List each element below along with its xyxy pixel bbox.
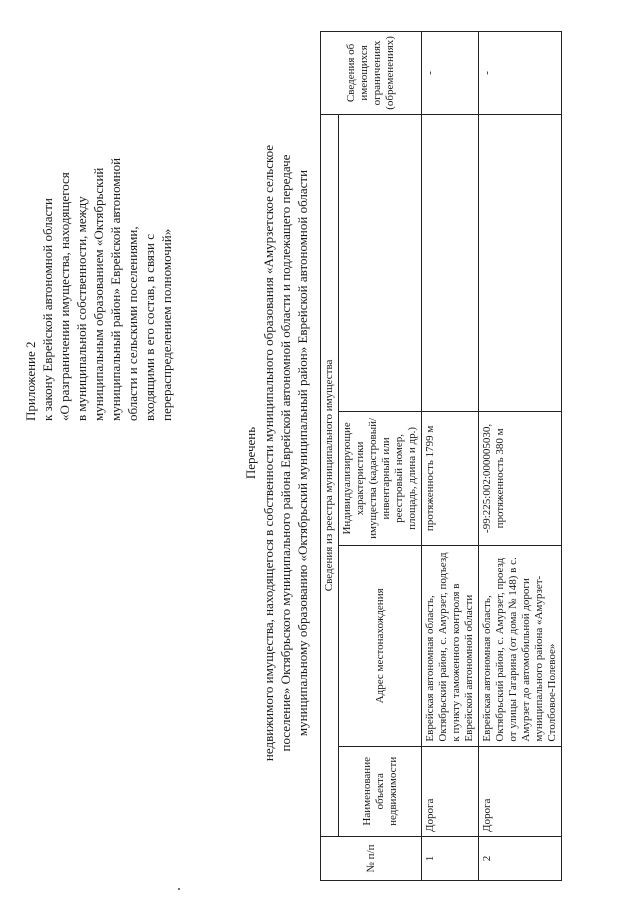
title-line: недвижимого имущества, находящегося в собственности муниципального образования «Амурзетское сельское	[261, 144, 276, 762]
property-register-table	[320, 31, 562, 881]
appendix-line: входящими в его состав, в связи с	[142, 233, 157, 421]
header-characteristics: Индивидуализирующие характеристики имущества (кадастровый/инвентарный или реестровый номер, площадь, длина и др.)	[339, 411, 422, 545]
cell-name: Дорога	[422, 746, 479, 836]
table-header-row	[321, 32, 339, 881]
appendix-line: перераспределением полномочий»	[159, 228, 174, 421]
header-group: Сведения из реестра муниципального имущества	[321, 114, 339, 836]
appendix-line: муниципальным образованием «Октябрьский	[91, 167, 106, 421]
appendix-block	[22, 1, 175, 421]
cell-num: 1	[422, 837, 479, 881]
cell-address: Еврейская автономная область, Октябрьский район, с. Амурзет, подъезд к пункту таможенного контроля в Еврейской автономной области	[422, 546, 479, 746]
cell-characteristics: -99:225:002:000005030, протяженность 380 м	[479, 411, 562, 545]
table-subheader-row	[339, 32, 422, 881]
header-num: № п/п	[321, 837, 422, 881]
header-name: Наименование объекта недвижимости	[339, 746, 422, 836]
document-title	[242, 13, 311, 893]
title-line: поселение» Октябрьского муниципального района Еврейской автономной области и подлежащего передаче	[278, 154, 293, 752]
header-address: Адрес местонахождения	[339, 546, 422, 746]
cell-address: Еврейская автономная область, Октябрьский район, с. Амурзет, проезд от улицы Гагарина (от дома № 148) в с. Амурзет до автомобильной дороги муниципального района «Амурзет-Столбовое-Полевое»	[479, 546, 562, 746]
appendix-line: к закону Еврейской автономной области	[40, 198, 55, 421]
cell-name: Дорога	[479, 746, 562, 836]
cell-characteristics: протяженность 1799 м	[422, 411, 479, 545]
title-heading: Перечень	[243, 426, 258, 480]
appendix-line: «О разграничении имущества, находящегося	[57, 172, 72, 421]
appendix-line: Приложение 2	[23, 341, 38, 421]
header-empty	[339, 114, 422, 411]
cell-empty	[422, 114, 479, 411]
table-row	[422, 32, 479, 881]
appendix-line: муниципальный район» Еврейской автономной	[108, 157, 123, 421]
cell-encumbrances: -	[479, 32, 562, 115]
document-sheet	[10, 13, 630, 893]
header-encumbrances: Сведения об имеющихся ограничениях (обременениях)	[321, 32, 422, 115]
appendix-line: в муниципальной собственности, между	[74, 196, 89, 421]
appendix-line: области и сельскими поселениями,	[125, 226, 140, 421]
title-line: муниципальному образованию «Октябрьский муниципальный район» Еврейской автономной области	[295, 169, 310, 737]
table-row	[479, 32, 562, 881]
scan-speck	[178, 888, 180, 890]
cell-empty	[479, 114, 562, 411]
cell-num: 2	[479, 837, 562, 881]
cell-encumbrances: -	[422, 32, 479, 115]
